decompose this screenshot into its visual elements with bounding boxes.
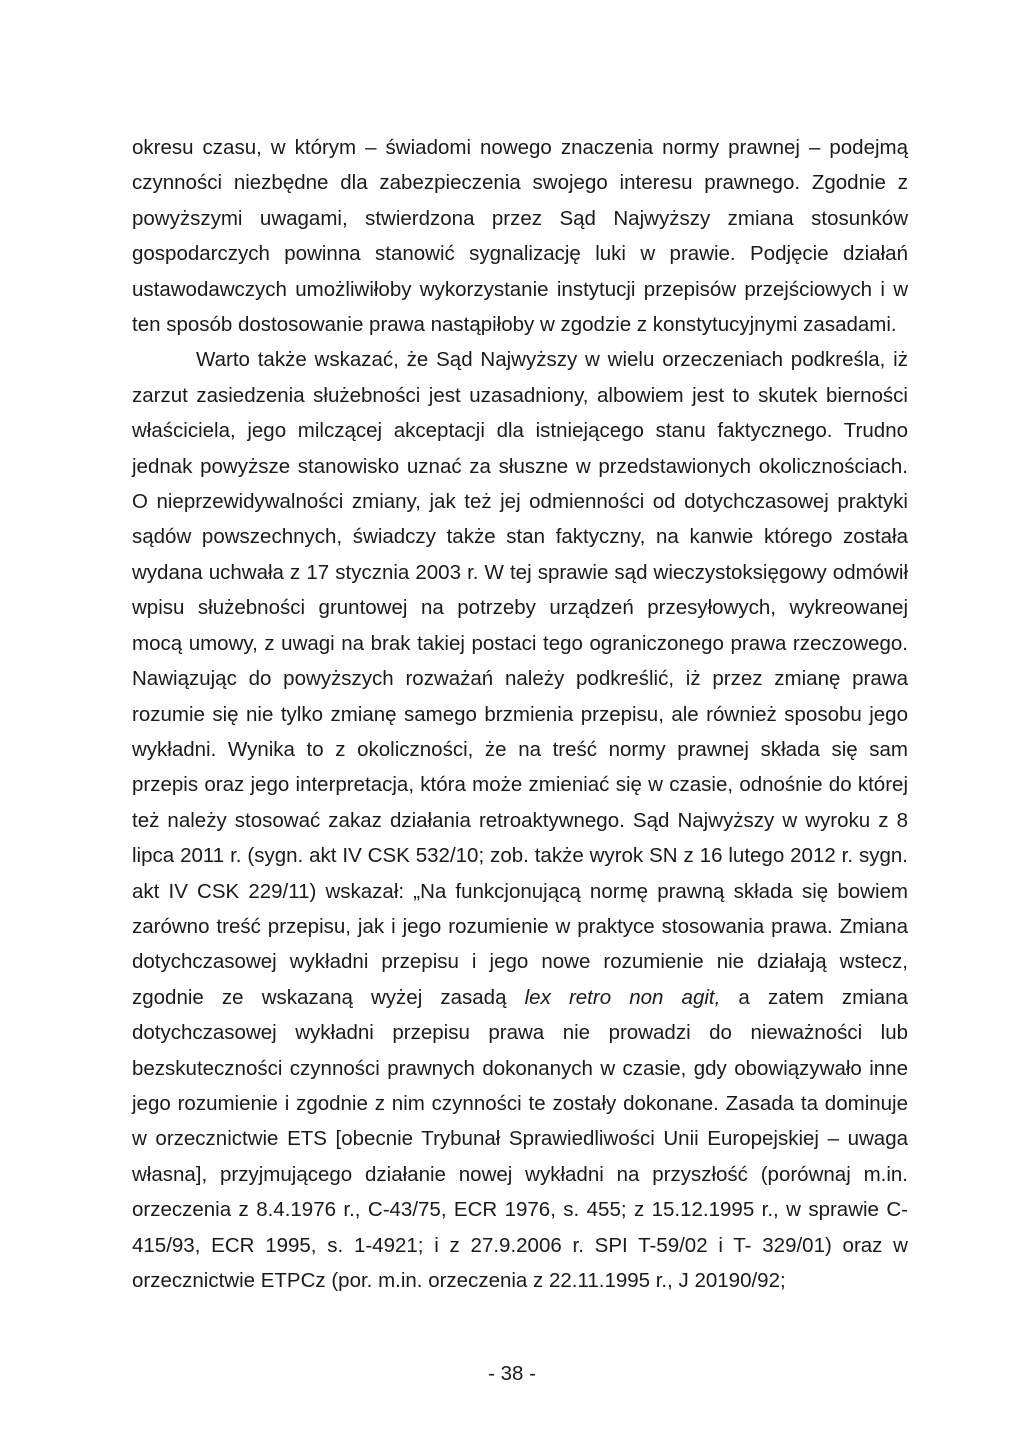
paragraph-2 [132,342,908,1298]
paragraph-2-part-2: a zatem zmiana dotychczasowej wykładni przepisu prawa nie prowadzi do nieważności lub bezskuteczności czynności prawnych dokonanych w czasie, gdy obowiązywało inne jego rozumienie i zgodnie z nim czynności te zostały dokonane. Zasada ta dominuje w orzecznictwie ETS [obecnie Trybunał Sprawiedliwości Unii Europejskiej – uwaga własna], przyjmującego działanie nowej wykładni na przyszłość (porównaj m.in. orzeczenia z 8.4.1976 r., C-43/75, ECR 1976, s. 455; z 15.12.1995 r., w sprawie C-415/93, ECR 1995, s. 1-4921; i z 27.9.2006 r. SPI T-59/02 i T- 329/01) oraz w orzecznictwie ETPCz (por. m.in. orzeczenia z 22.11.1995 r., J 20190/92; [132,985,908,1292]
page-number: - 38 - [488,1362,536,1385]
latin-maxim: lex retro non agit, [524,985,721,1009]
paragraph-2-part-1: Warto także wskazać, że Sąd Najwyższy w wielu orzeczeniach podkreśla, iż zarzut zasiedzenia służebności jest uzasadniony, albowiem jest to skutek bierności właściciela, jego milczącej akceptacji dla istniejącego stanu faktycznego. Trudno jednak powyższe stanowisko uznać za słuszne w przedstawionych okolicznościach. O nieprzewidywalności zmiany, jak też jej odmienności od dotychczasowej praktyki sądów powszechnych, świadczy także stan faktyczny, na kanwie którego została wydana uchwała z 17 stycznia 2003 r. W tej sprawie sąd wieczystoksięgowy odmówił wpisu służebności gruntowej na potrzeby urządzeń przesyłowych, wykreowanej mocą umowy, z uwagi na brak takiej postaci tego ograniczonego prawa rzeczowego. Nawiązując do powyższych rozważań należy podkreślić, iż przez zmianę prawa rozumie się nie tylko zmianę samego brzmienia przepisu, ale również sposobu jego wykładni. Wynika to z okoliczności, że na treść normy prawnej składa się sam przepis oraz jego interpretacja, która może zmieniać się w czasie, odnośnie do której też należy stosować zakaz działania retroaktywnego. Sąd Najwyższy w wyroku z 8 lipca 2011 r. (sygn. akt IV CSK 532/10; zob. także wyrok SN z 16 lutego 2012 r. sygn. akt IV CSK 229/11) wskazał: „Na funkcjonującą normę prawną składa się bowiem zarówno treść przepisu, jak i jego rozumienie w praktyce stosowania prawa. Zmiana dotychczasowej wykładni przepisu i jego nowe rozumienie nie działają wstecz, zgodnie ze wskazaną wyżej zasadą [132,348,908,1009]
paragraph-1: okresu czasu, w którym – świadomi nowego znaczenia normy prawnej – podejmą czynności niezbędne dla zabezpieczenia swojego interesu prawnego. Zgodnie z powyższymi uwagami, stwierdzona przez Sąd Najwyższy zmiana stosunków gospodarczych powinna stanowić sygnalizację luki w prawie. Podjęcie działań ustawodawczych umożliwiłoby wykorzystanie instytucji przepisów przejściowych i w ten sposób dostosowanie prawa nastąpiłoby w zgodzie z konstytucyjnymi zasadami. [132,136,908,337]
body-text [132,130,908,1298]
